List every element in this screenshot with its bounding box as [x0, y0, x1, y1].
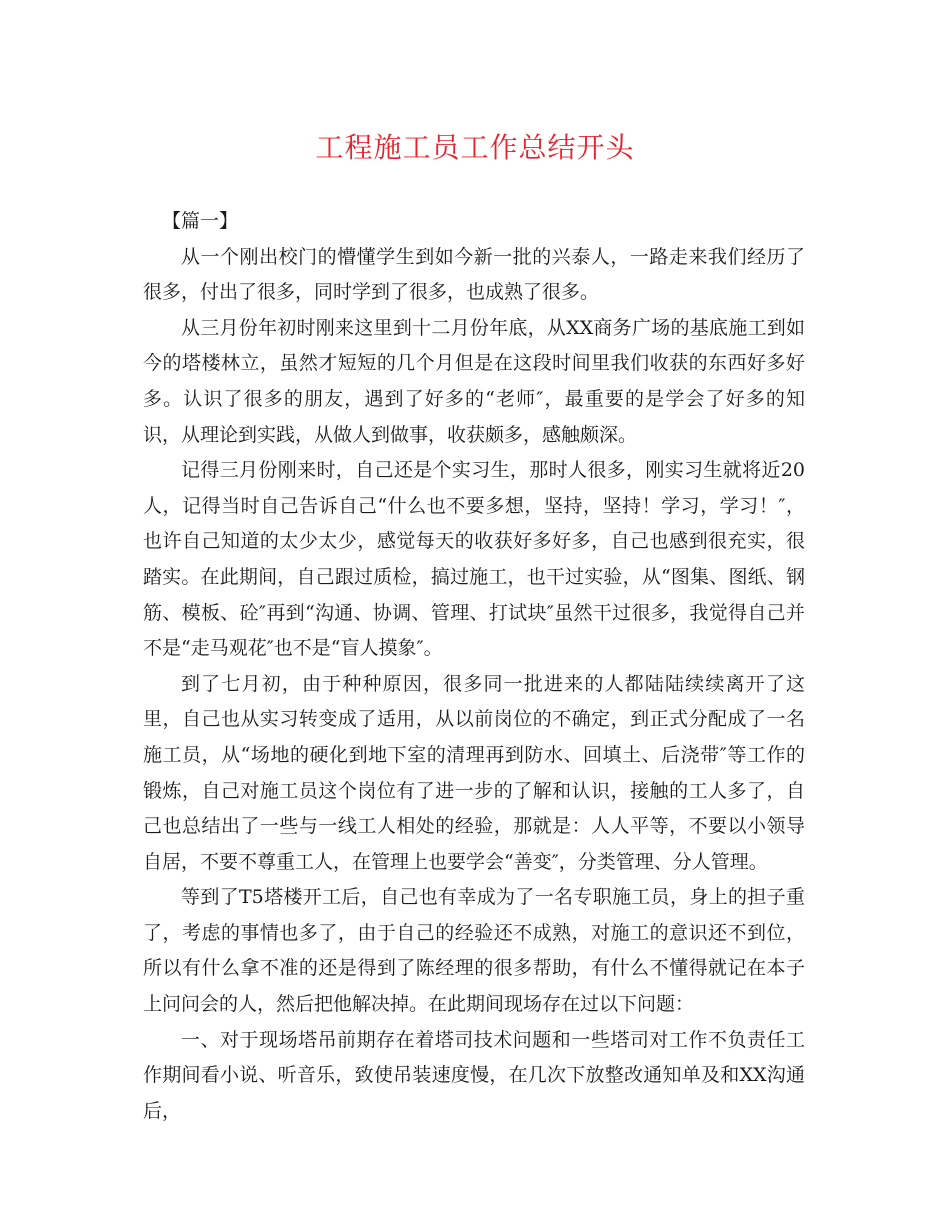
paragraph-3: 记得三月份刚来时，自己还是个实习生，那时人很多，刚实习生就将近20人，记得当时自己告诉自己“什么也不要多想，坚持，坚持！学习，学习！″，也许自己知道的太少太少，感觉每天的收获好多好多，自己也感到很充实，很踏实。在此期间，自己跟过质检，搞过施工，也干过实验，从“图集、图纸、钢筋、模板、砼″再到“沟通、协调、管理、打试块″虽然干过很多，我觉得自己并不是“走马观花″也不是“盲人摸象″。	[143, 459, 805, 660]
paragraph-4: 到了七月初，由于种种原因，很多同一批进来的人都陆陆续续离开了这里，自己也从实习转变成了适用，从以前岗位的不确定，到正式分配成了一名施工员，从“场地的硬化到地下室的清理再到防水、回填土、后浇带″等工作的锻炼，自己对施工员这个岗位有了进一步的了解和认识，接触的工人多了，自己也总结出了一些与一线工人相处的经验，那就是：人人平等，不要以小领导自居，不要不尊重工人，在管理上也要学会“善变″，分类管理、分人管理。	[143, 672, 805, 873]
paragraph-1: 从一个刚出校门的懵懂学生到如今新一批的兴泰人，一路走来我们经历了很多，付出了很多，同时学到了很多，也成熟了很多。	[143, 245, 805, 304]
document-title: 工程施工员工作总结开头	[315, 131, 635, 164]
section-label: 【篇一】	[162, 210, 239, 232]
document-body	[143, 204, 805, 1129]
paragraph-2: 从三月份年初时刚来这里到十二月份年底，从XX商务广场的基底施工到如今的塔楼林立，虽然才短短的几个月但是在这段时间里我们收获的东西好多好多。认识了很多的朋友，遇到了好多的“老师″，最重要的是学会了好多的知识，从理论到实践，从做人到做事，收获颇多，感触颇深。	[143, 316, 805, 446]
paragraph-5: 等到了T5塔楼开工后，自己也有幸成为了一名专职施工员，身上的担子重了，考虑的事情也多了，由于自己的经验还不成熟，对施工的意识还不到位，所以有什么拿不准的还是得到了陈经理的很多帮助，有什么不懂得就记在本子上问问会的人，然后把他解决掉。在此期间现场存在过以下问题：	[143, 886, 805, 1016]
paragraph-6: 一、对于现场塔吊前期存在着塔司技术问题和一些塔司对工作不负责任工作期间看小说、听音乐，致使吊装速度慢，在几次下放整改通知单及和XX沟通后，	[143, 1028, 805, 1122]
